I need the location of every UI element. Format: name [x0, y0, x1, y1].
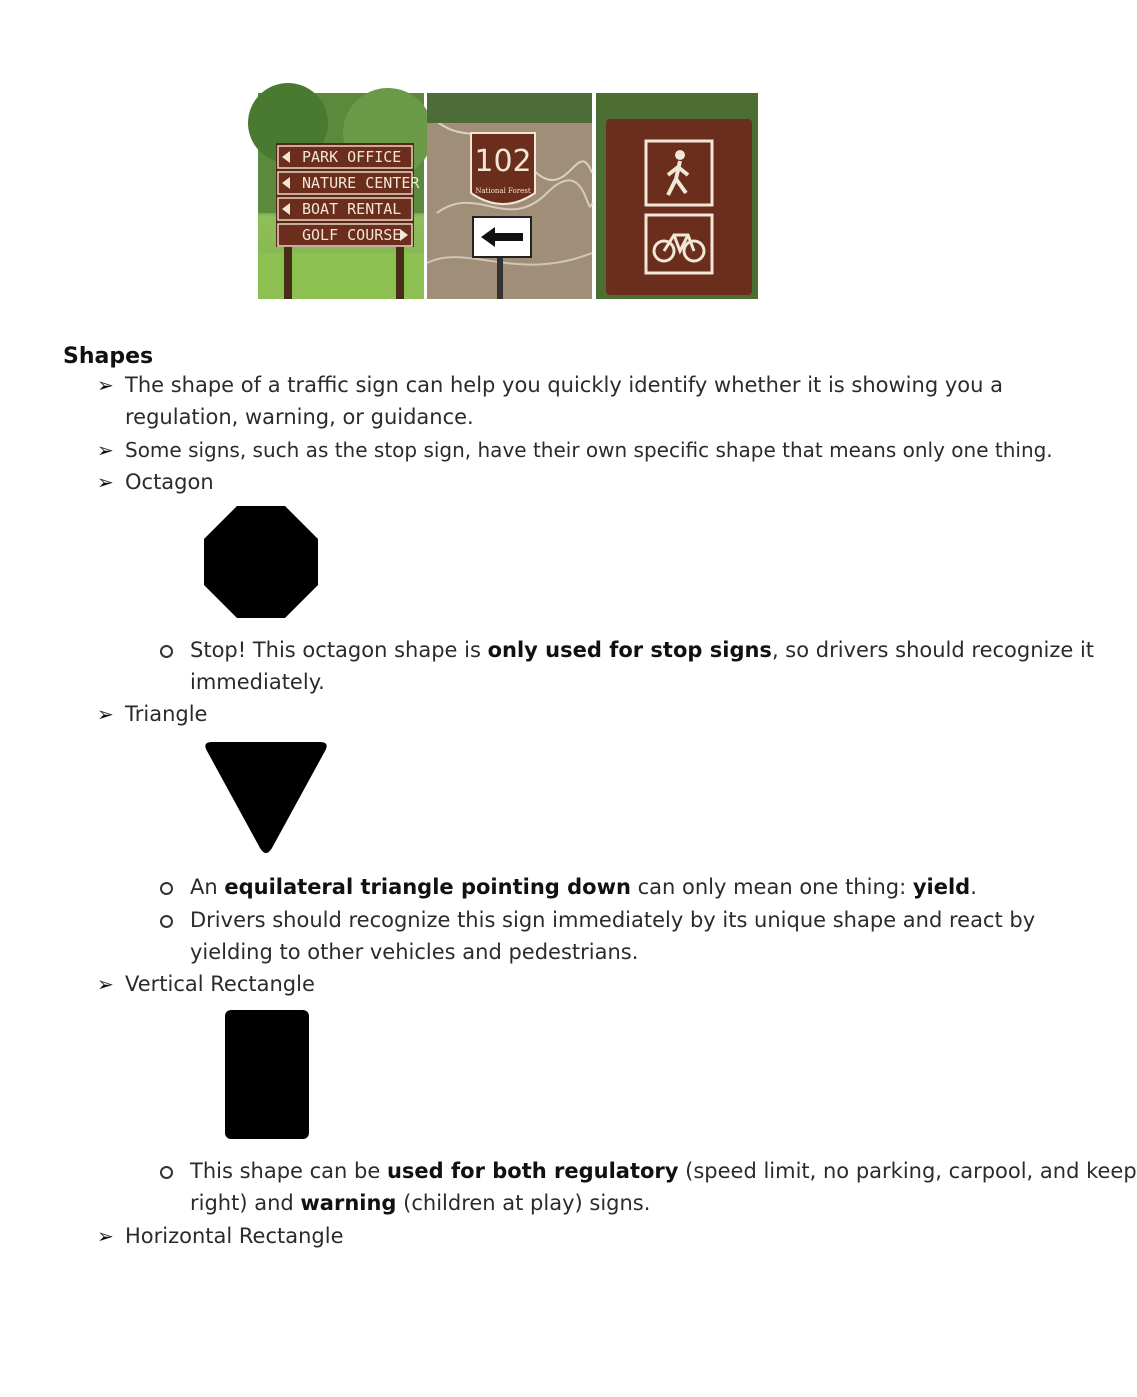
triangle-note1-bold: equilateral triangle pointing down	[224, 875, 631, 899]
sub-bullet-circle-icon	[160, 645, 173, 658]
triangle-note1-post: .	[970, 875, 977, 899]
sign-row-golf-course: GOLF COURSE	[302, 226, 402, 244]
triangle-note2-line1: Drivers should recognize this sign immediately by its unique shape and react by	[190, 908, 1036, 932]
photo-directional-signs	[258, 93, 424, 299]
octagon-label: Octagon	[125, 470, 214, 494]
sign-row-boat-rental: BOAT RENTAL	[302, 200, 402, 218]
route-caption: National Forest	[475, 187, 531, 195]
sign-row-nature-center: NATURE CENTER	[302, 174, 420, 192]
bullet-arrow-icon: ➢	[97, 373, 114, 397]
sub-bullet-circle-icon	[160, 1166, 173, 1179]
bullet-arrow-icon: ➢	[97, 470, 114, 494]
octagon-note-line2: immediately.	[190, 670, 325, 694]
section-title: Shapes	[63, 344, 154, 369]
triangle-note1-mid: can only mean one thing:	[630, 875, 913, 899]
triangle-label: Triangle	[125, 702, 208, 726]
triangle-note1	[190, 871, 977, 903]
octagon-note-line1	[190, 634, 1094, 666]
octagon-note-bold: only used for stop signs	[487, 638, 772, 662]
bullet-shape-identify-line1: The shape of a traffic sign can help you quickly identify whether it is showing you a	[125, 373, 1003, 397]
sub-bullet-circle-icon	[160, 882, 173, 895]
vertical-rectangle-shape	[225, 1010, 309, 1139]
octagon-note-post: , so drivers should recognize it	[771, 638, 1095, 662]
bullet-arrow-icon: ➢	[97, 1224, 114, 1248]
horizontal-rectangle-label: Horizontal Rectangle	[125, 1224, 344, 1248]
triangle-note2-line2: yielding to other vehicles and pedestrians.	[190, 940, 639, 964]
vertical-rectangle-label: Vertical Rectangle	[125, 972, 315, 996]
octagon-shape	[204, 506, 318, 618]
photo-forest-route-sign	[427, 93, 592, 299]
vrect-note-pre: This shape can be	[190, 1159, 387, 1183]
vrect-note-line2-post: (children at play) signs.	[396, 1191, 651, 1215]
vrect-note-post: (speed limit, no parking, carpool, and keep	[678, 1159, 1137, 1183]
bullet-specific-shape: Some signs, such as the stop sign, have their own specific shape that means only one thing.	[125, 438, 1053, 462]
bullet-arrow-icon: ➢	[97, 702, 114, 726]
sub-bullet-circle-icon	[160, 915, 173, 928]
bullet-arrow-icon: ➢	[97, 438, 114, 462]
photo-trail-sign	[596, 93, 758, 299]
yield-triangle-shape	[202, 740, 330, 856]
vertical-rectangle-note-line1	[190, 1155, 1137, 1187]
bullet-arrow-icon: ➢	[97, 972, 114, 996]
bullet-shape-identify-line2: regulation, warning, or guidance.	[125, 405, 474, 429]
vertical-rectangle-note-line2	[190, 1187, 650, 1219]
octagon-note-pre: Stop! This octagon shape is	[190, 638, 488, 662]
triangle-note1-yield: yield	[912, 875, 971, 899]
sign-row-park-office: PARK OFFICE	[302, 148, 402, 166]
vrect-note-bold: used for both regulatory	[386, 1159, 679, 1183]
triangle-note1-pre: An	[190, 875, 225, 899]
vrect-note-line2-bold: warning	[300, 1191, 397, 1215]
route-number: 102	[474, 144, 532, 179]
vrect-note-line2-pre: right) and	[190, 1191, 301, 1215]
